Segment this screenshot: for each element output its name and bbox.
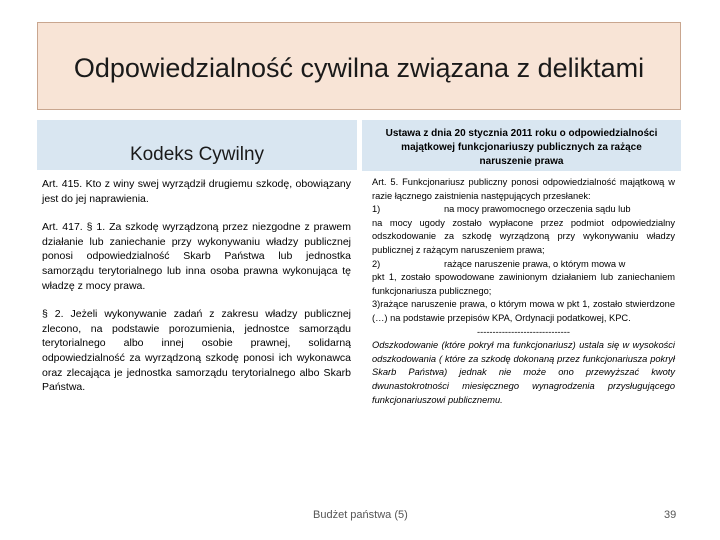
ustawa-body — [362, 171, 681, 476]
art-417-section-2-paragraph: § 2. Jeżeli wykonywanie zadań z zakresu władzy publicznej zlecono, na podstawie porozumienia, jednostce samorządu terytorialnego albo innej osobie prawnej, solidarną odpowiedzialność za wyrządzoną szkodę ponosi ich wykonawca oraz zlecająca je jednostka samorządu terytorialnego albo Skarb Państwa. — [42, 308, 351, 394]
title-box — [37, 22, 681, 110]
list-item-text: pkt 1, zostało spowodowane zawinionym działaniem lub zaniechaniem funkcjonariusza publicznego; — [372, 272, 675, 296]
kodeks-cywilny-column — [37, 120, 357, 469]
list-item-lead: na mocy prawomocnego orzeczenia sądu lub — [444, 204, 631, 215]
kodeks-cywilny-heading: Kodeks Cywilny — [129, 144, 265, 165]
list-item-3: 3)rażące naruszenie prawa, o którym mowa w pkt 1, zostało stwierdzone (…) na podstawie przepisów KPA, Ordynacji podatkowej, KPC. — [372, 299, 675, 323]
list-item — [372, 203, 675, 217]
ustawa-heading: Ustawa z dnia 20 stycznia 2011 roku o odpowiedzialności majątkowej funkcjonariuszy publicznych za rażące naruszenie prawa — [385, 128, 658, 167]
list-item — [372, 258, 675, 272]
art-5-intro: Art. 5. Funkcjonariusz publiczny ponosi odpowiedzialność majątkową w razie łącznego zaistnienia następujących przesłanek: — [372, 177, 675, 201]
page-number: 39 — [664, 509, 677, 521]
ustawa-column — [362, 120, 681, 476]
art-417-paragraph: Art. 417. § 1. Za szkodę wyrządzoną przez niezgodne z prawem działanie lub zaniechanie przy wykonywaniu władzy publicznej ponosi odpowiedzialność Skarb Państwa lub jednostka samorządu terytorialnego lub inna osoba prawna wykonująca tę władzę z mocy prawa. — [42, 221, 351, 292]
odszkodowanie-note: Odszkodowanie (które pokrył ma funkcjonariusz) ustala się w wysokości odszkodowania ( które za szkodę dokonaną przez funkcjonariusza pokrył Skarb Państwa) jednak nie może ono przewyższać kwoty dwunastokrotności miesięcznego wynagrodzenia przysługującego funkcjonariuszowi publicznemu. — [372, 340, 675, 405]
separator-line: ------------------------------ — [477, 326, 570, 337]
list-item-lead: rażące naruszenie prawa, o którym mowa w — [444, 258, 626, 269]
kodeks-cywilny-body — [37, 170, 357, 469]
list-item-number: 1) — [372, 204, 381, 215]
list-item-text: na mocy ugody zostało wypłacone przez podmiot odpowiedzialny odszkodowanie za szkodę wyrządzoną przy wykonywaniu władzy publicznej z rażącym naruszeniem prawa; — [372, 217, 675, 255]
slide-title: Odpowiedzialność cywilna związana z deliktami — [73, 53, 645, 83]
art-415-paragraph: Art. 415. Kto z winy swej wyrządził drugiemu szkodę, obowiązany jest do jej naprawienia. — [42, 178, 351, 205]
list-item-number: 2) — [372, 258, 381, 269]
footer-text: Budżet państwa (5) — [313, 509, 408, 521]
